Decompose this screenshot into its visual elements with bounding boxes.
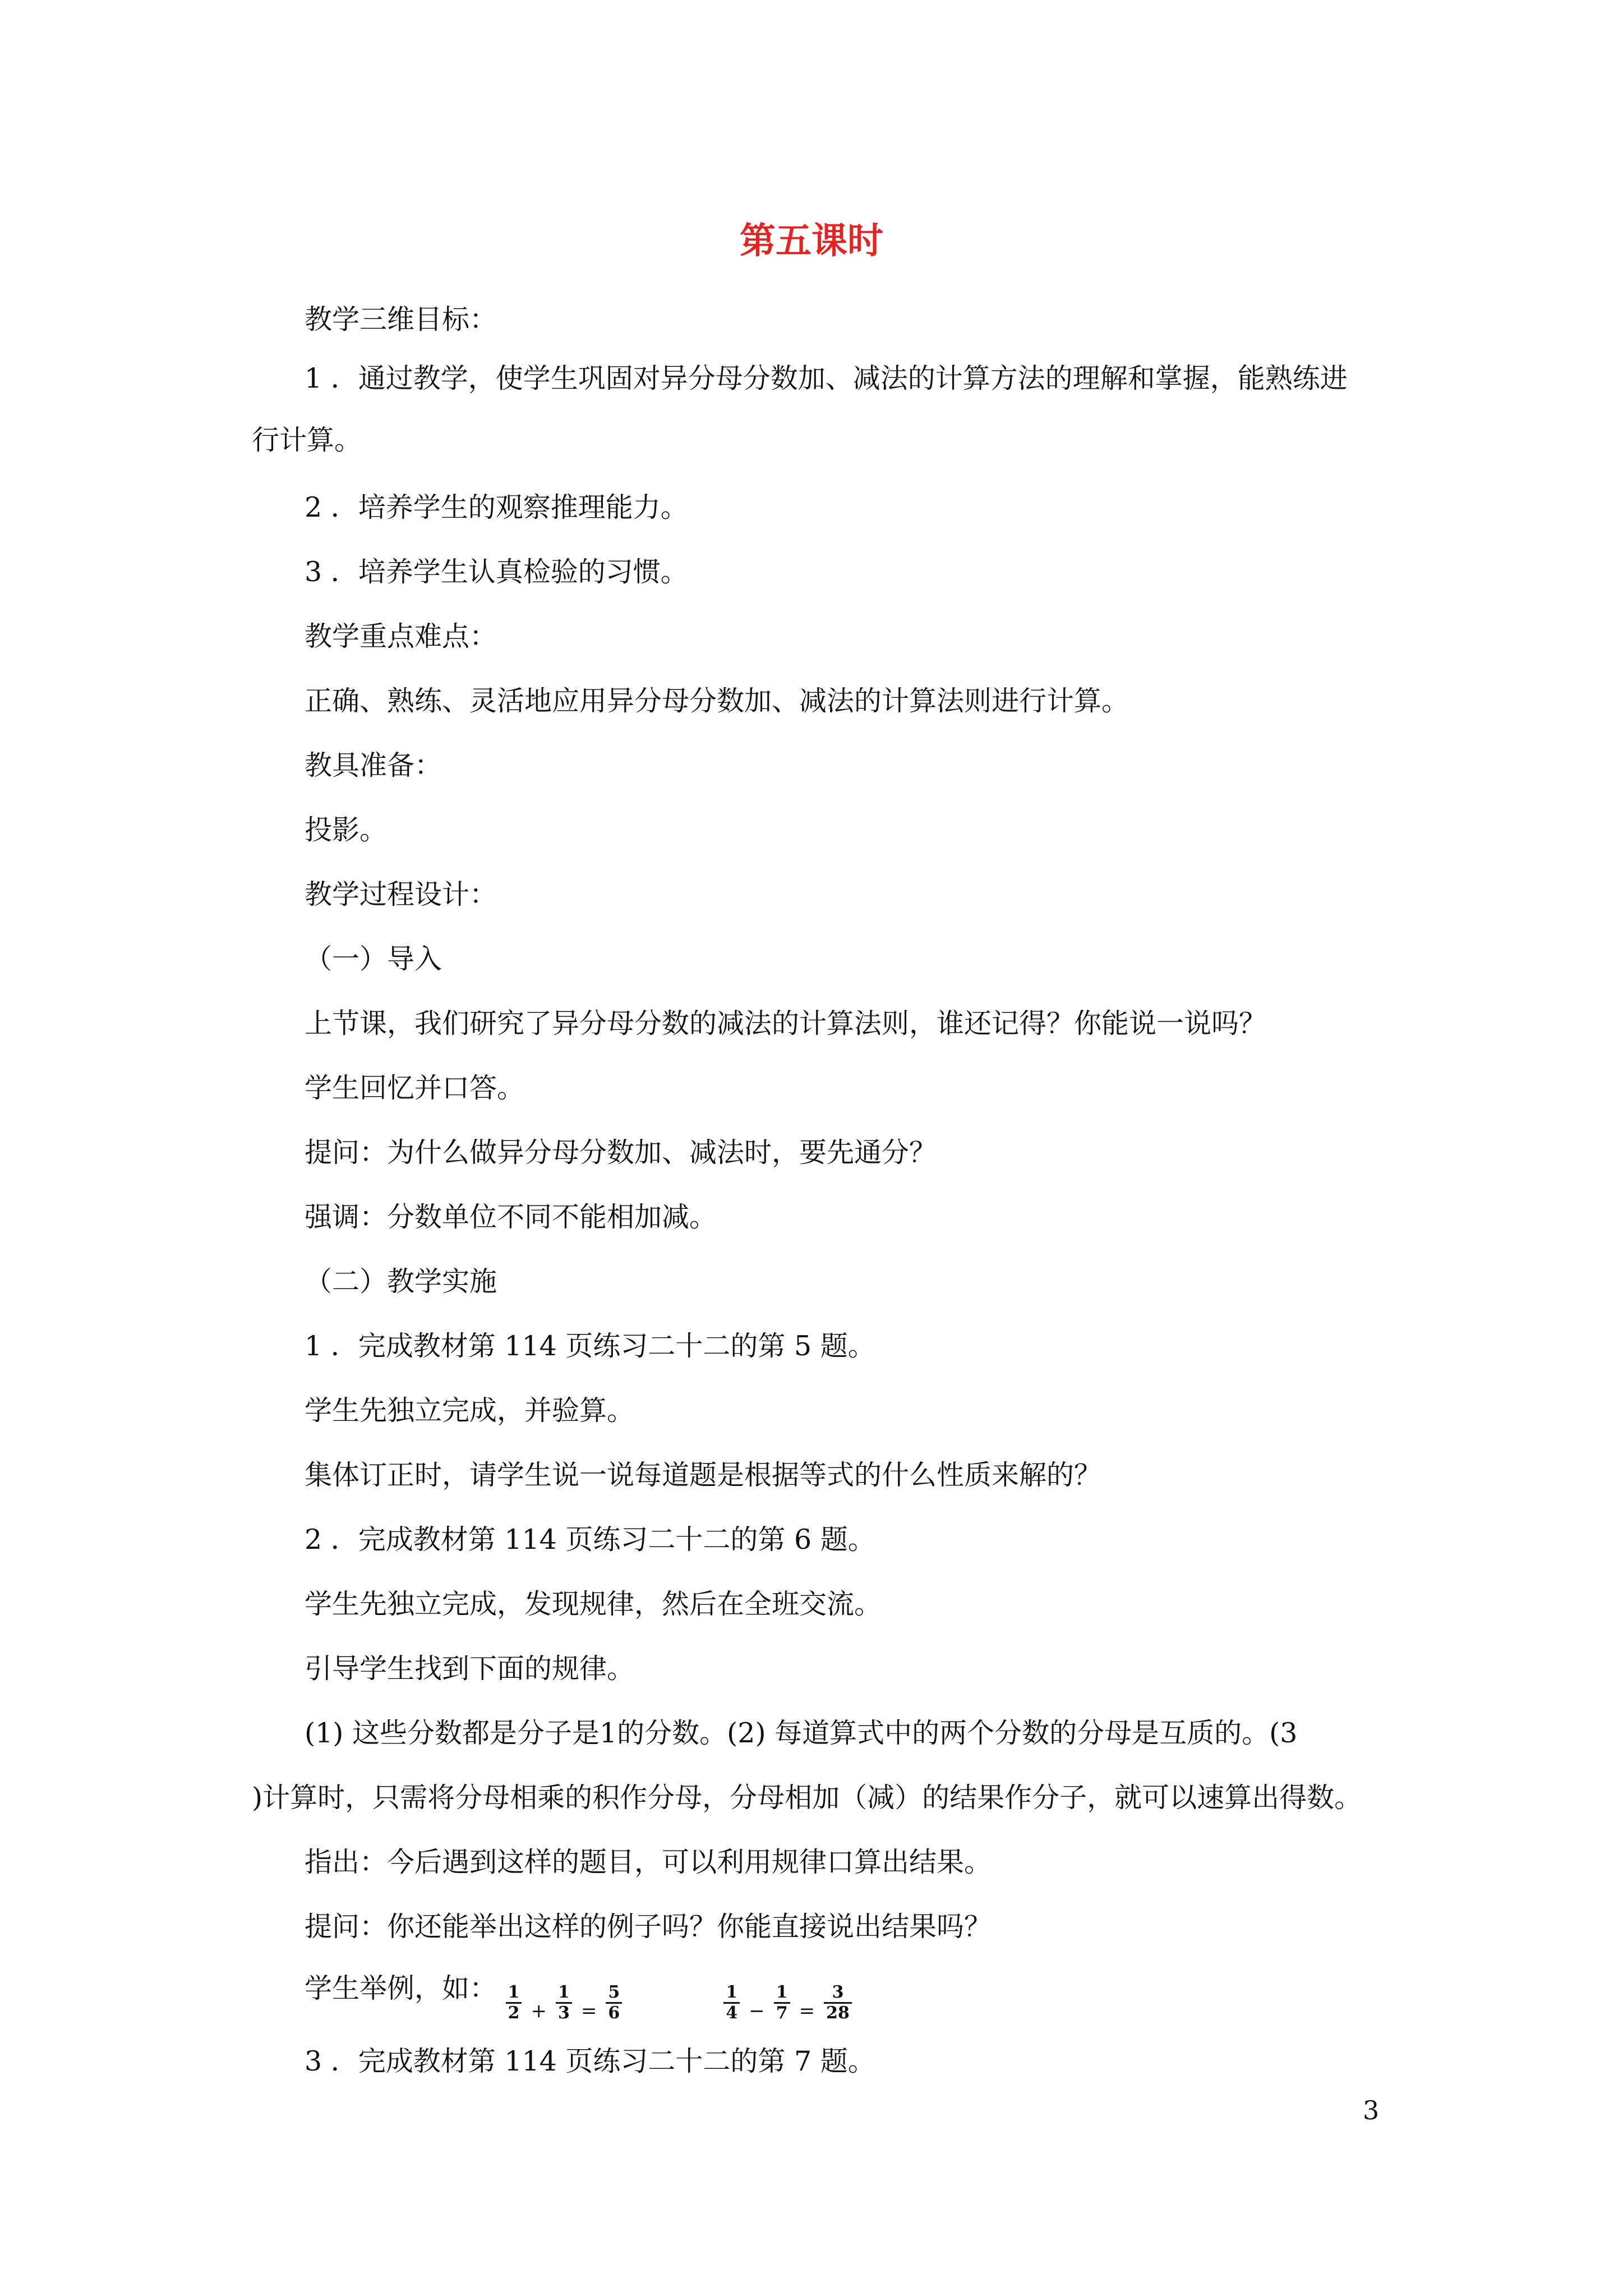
text-line: 上节课，我们研究了异分母分数的减法的计算法则，谁还记得？你能说一说吗？	[305, 1007, 1267, 1039]
text-line: 教学三维目标：	[305, 303, 497, 335]
text-line: 1 ．完成教材第 114 页练习二十二的第 5 题。	[305, 1330, 875, 1362]
fraction: $\frac{1}{4}$	[723, 1983, 740, 2023]
text-line: （一）导入	[305, 943, 442, 975]
page-title: 第五课时	[740, 220, 883, 262]
text-line: 学生先独立完成，发现规律，然后在全班交流。	[305, 1588, 882, 1620]
text-line: 集体订正时，请学生说一说每道题是根据等式的什么性质来解的？	[305, 1459, 1102, 1491]
equals-sign: =	[580, 1999, 597, 2022]
text-line: 提问：你还能举出这样的例子吗？你能直接说出结果吗？	[305, 1911, 992, 1943]
text-line: 1 ．通过教学，使学生巩固对异分母分数加、减法的计算方法的理解和掌握，能熟练进	[305, 362, 1348, 394]
page-number: 3	[1363, 2095, 1380, 2125]
operator: +	[531, 1999, 547, 2022]
text-line: 学生先独立完成，并验算。	[305, 1395, 635, 1427]
equation-1	[506, 1983, 623, 2023]
text-line: 指出：今后遇到这样的题目，可以利用规律口算出结果。	[305, 1846, 992, 1878]
text-line: 3 ．完成教材第 114 页练习二十二的第 7 题。	[305, 2045, 875, 2077]
fraction: $\frac{1}{2}$	[506, 1983, 522, 2023]
equation-2	[723, 1983, 852, 2023]
fraction: $\frac{1}{7}$	[774, 1983, 790, 2023]
text-line: 行计算。	[252, 424, 362, 456]
text-line: 学生回忆并口答。	[305, 1072, 525, 1104]
fraction: $\frac{3}{28}$	[824, 1983, 852, 2023]
operator: −	[749, 1999, 765, 2022]
text-line: 2 ．培养学生的观察推理能力。	[305, 491, 688, 523]
text-line: 强调：分数单位不同不能相加减。	[305, 1201, 717, 1233]
text-line: 教具准备：	[305, 749, 442, 781]
text-line: 正确、熟练、灵活地应用异分母分数加、减法的计算法则进行计算。	[305, 685, 1129, 717]
text-line: )计算时，只需将分母相乘的积作分母，分母相加（减）的结果作分子，就可以速算出得数。	[252, 1782, 1362, 1814]
text-line: 教学过程设计：	[305, 878, 497, 910]
example-line	[305, 1969, 852, 2023]
text-line: （二）教学实施	[305, 1266, 497, 1297]
equals-sign: =	[799, 1999, 815, 2022]
text-line: 教学重点难点：	[305, 620, 497, 652]
text-line: 3 ．培养学生认真检验的习惯。	[305, 556, 688, 588]
text-line: 投影。	[305, 814, 388, 846]
text-line: 2 ．完成教材第 114 页练习二十二的第 6 题。	[305, 1524, 875, 1556]
fraction: $\frac{1}{3}$	[556, 1983, 572, 2023]
example-label: 学生举例，如：	[305, 1972, 497, 2004]
text-line: 引导学生找到下面的规律。	[305, 1653, 635, 1685]
text-line: 提问：为什么做异分母分数加、减法时，要先通分？	[305, 1137, 937, 1168]
fraction: $\frac{5}{6}$	[606, 1983, 622, 2023]
text-line: (1) 这些分数都是分子是1的分数。(2) 每道算式中的两个分数的分母是互质的。(3	[305, 1717, 1298, 1749]
